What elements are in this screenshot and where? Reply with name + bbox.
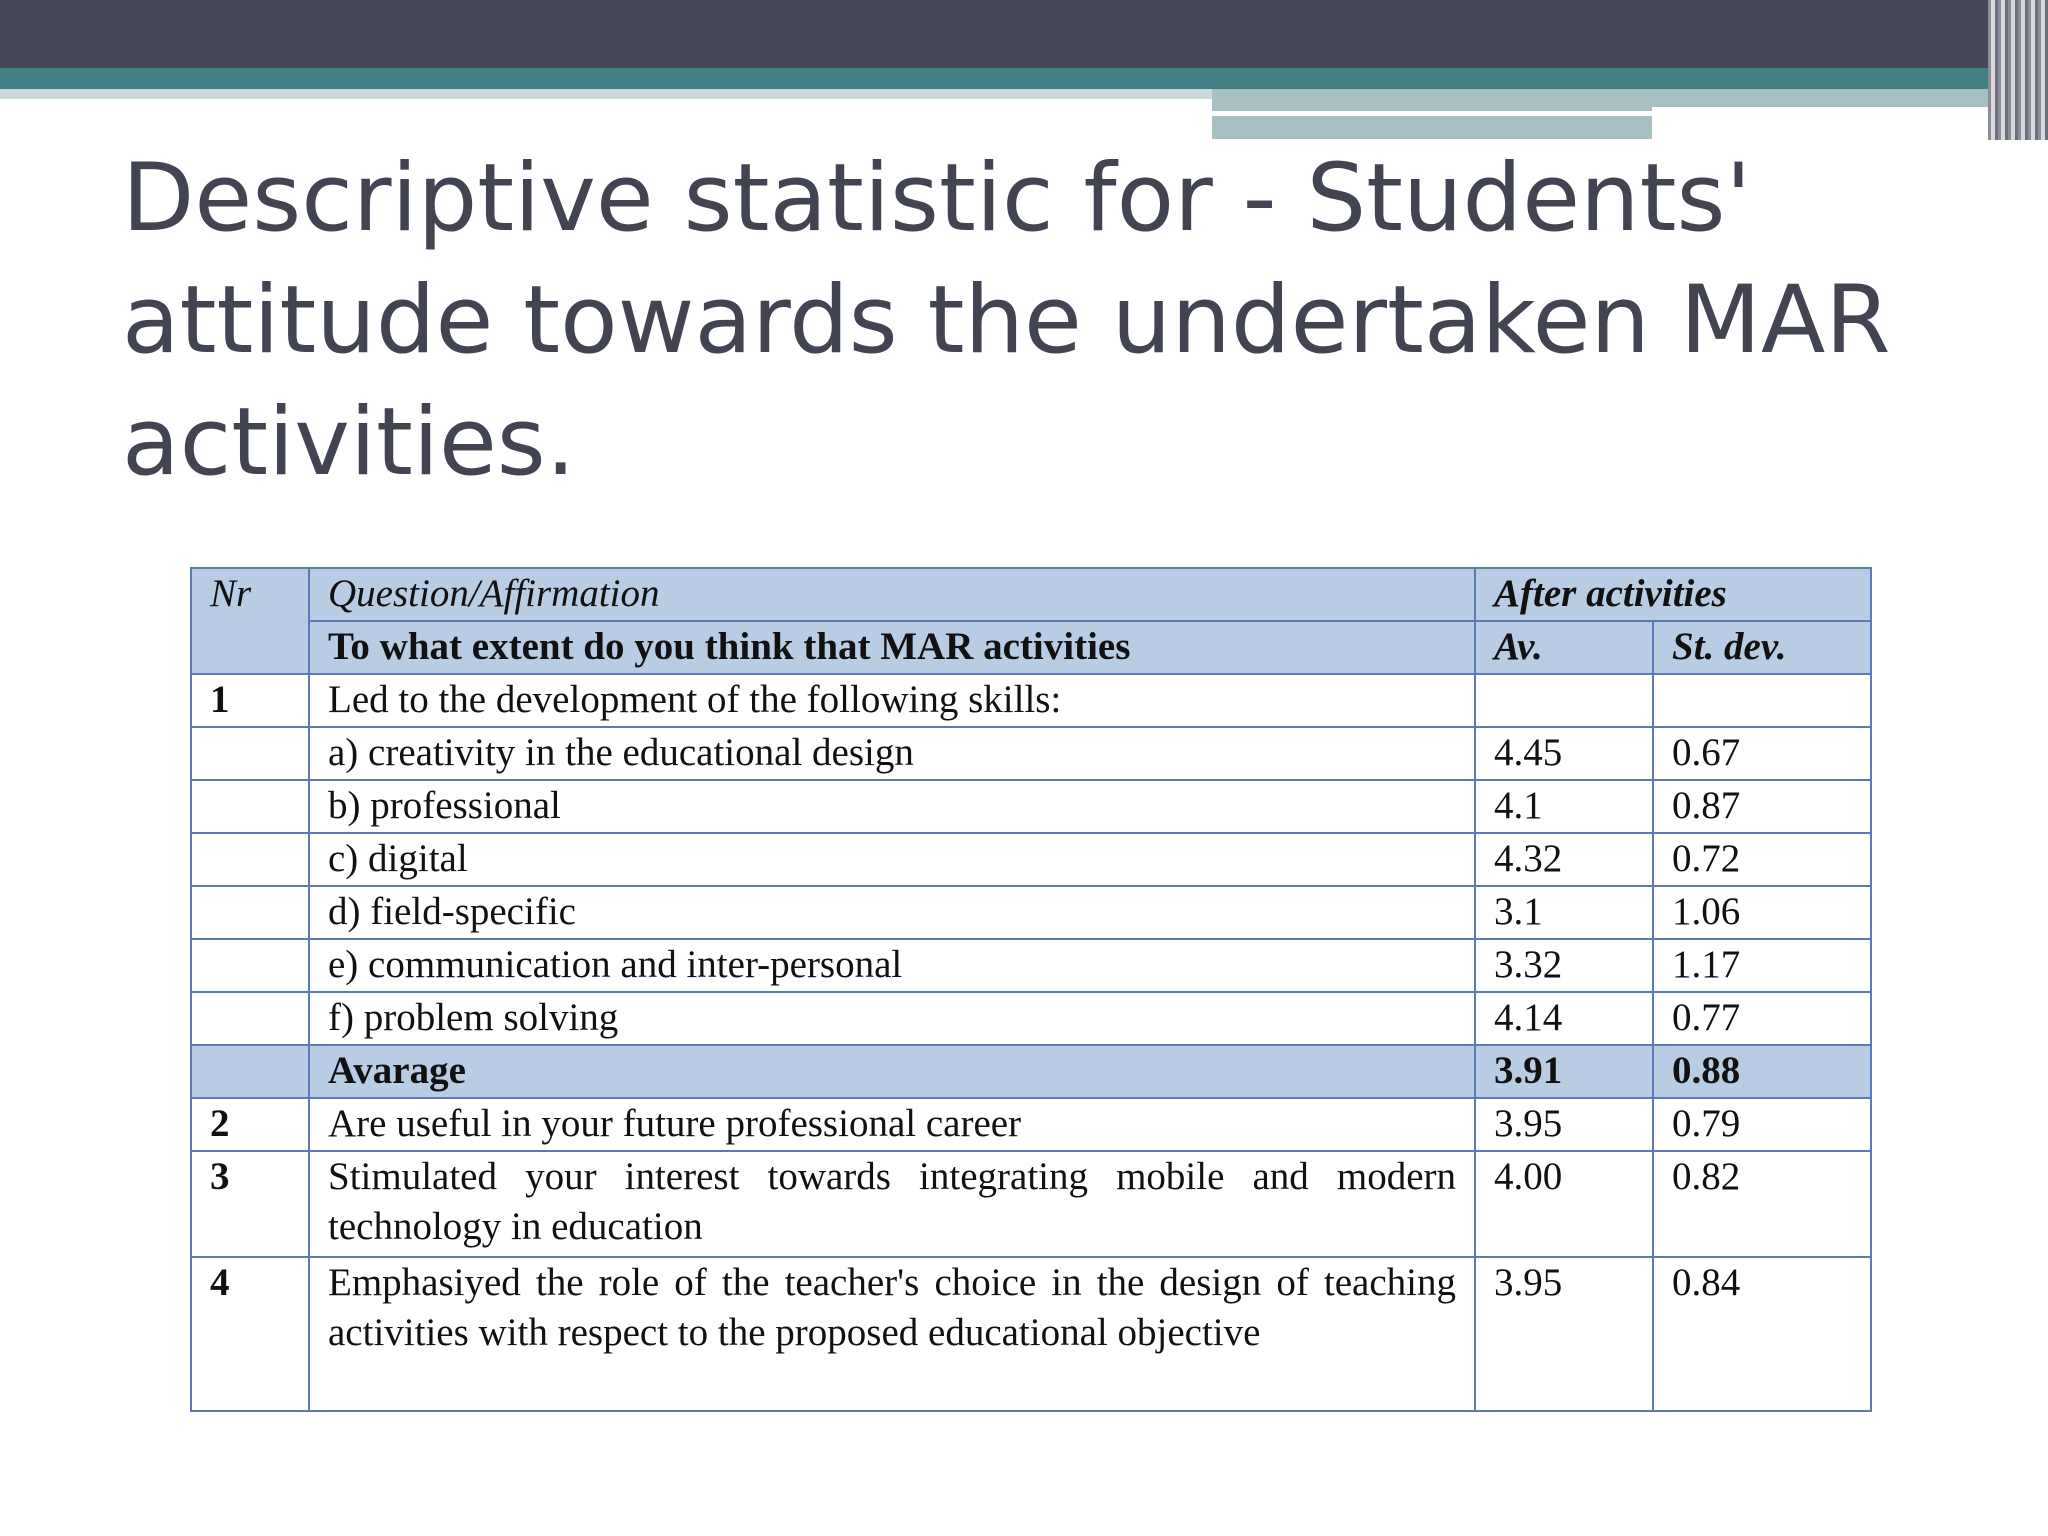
row-sd: 0.84: [1653, 1257, 1871, 1411]
table-row-average: [191, 1045, 1871, 1098]
table-row: [191, 939, 1871, 992]
row-sd: 0.87: [1653, 780, 1871, 833]
row-question: Are useful in your future professional career: [309, 1098, 1475, 1151]
row-question: b) professional: [309, 780, 1475, 833]
header-after-activities: After activities: [1475, 568, 1871, 621]
row-av: 3.95: [1475, 1098, 1653, 1151]
header-question-sub: To what extent do you think that MAR activities: [309, 621, 1475, 674]
row-sd: 0.79: [1653, 1098, 1871, 1151]
row-av: 4.45: [1475, 727, 1653, 780]
table-row: [191, 780, 1871, 833]
row-sd: 1.17: [1653, 939, 1871, 992]
row-sd: 0.82: [1653, 1151, 1871, 1257]
table-row: [191, 1151, 1871, 1257]
top-banner-teal: [0, 68, 2048, 89]
header-av: Av.: [1475, 621, 1653, 674]
row-nr: [191, 780, 309, 833]
row-question: e) communication and inter-personal: [309, 939, 1475, 992]
top-banner-white-line: [1212, 111, 1896, 116]
row-question: Emphasiyed the role of the teacher's choice in the design of teaching activities with respect to the proposed educational objective: [309, 1257, 1475, 1411]
table-row: [191, 1098, 1871, 1151]
row-av: 4.14: [1475, 992, 1653, 1045]
row-av: 4.1: [1475, 780, 1653, 833]
row-av: 3.1: [1475, 886, 1653, 939]
top-banner-light-strip: [0, 89, 1212, 99]
row-av: 4.32: [1475, 833, 1653, 886]
row-question: c) digital: [309, 833, 1475, 886]
row-question: Avarage: [309, 1045, 1475, 1098]
row-sd: 0.72: [1653, 833, 1871, 886]
row-question: f) problem solving: [309, 992, 1475, 1045]
row-nr: [191, 939, 309, 992]
table-header-row-2: [191, 621, 1871, 674]
row-nr: [191, 992, 309, 1045]
header-question: Question/Affirmation: [309, 568, 1475, 621]
row-nr: 3: [191, 1151, 309, 1257]
row-nr: 4: [191, 1257, 309, 1411]
row-sd: [1653, 674, 1871, 727]
table-row: [191, 727, 1871, 780]
row-question: a) creativity in the educational design: [309, 727, 1475, 780]
row-sd: 0.77: [1653, 992, 1871, 1045]
row-av: [1475, 674, 1653, 727]
row-sd: 0.88: [1653, 1045, 1871, 1098]
table-row: [191, 886, 1871, 939]
statistics-table: [190, 567, 1872, 1412]
row-av: 3.32: [1475, 939, 1653, 992]
header-nr: Nr: [191, 568, 309, 674]
slide-title: Descriptive statistic for - Students' attitude towards the undertaken MAR activities.: [122, 144, 1891, 497]
row-nr: [191, 886, 309, 939]
table-row: [191, 1257, 1871, 1411]
header-sd: St. dev.: [1653, 621, 1871, 674]
row-nr: [191, 833, 309, 886]
row-question: Led to the development of the following skills:: [309, 674, 1475, 727]
row-question: Stimulated your interest towards integrating mobile and modern technology in education: [309, 1151, 1475, 1257]
row-av: 3.91: [1475, 1045, 1653, 1098]
top-banner-teal-light: [1212, 89, 2048, 107]
row-av: 4.00: [1475, 1151, 1653, 1257]
table-row: [191, 833, 1871, 886]
row-sd: 0.67: [1653, 727, 1871, 780]
table-header-row-1: [191, 568, 1871, 621]
row-av: 3.95: [1475, 1257, 1653, 1411]
row-nr: 2: [191, 1098, 309, 1151]
row-nr: [191, 1045, 309, 1098]
row-question: d) field-specific: [309, 886, 1475, 939]
row-nr: 1: [191, 674, 309, 727]
table-row: [191, 992, 1871, 1045]
row-sd: 1.06: [1653, 886, 1871, 939]
corner-stripes: [1988, 0, 2048, 140]
table-row: [191, 674, 1871, 727]
top-banner-dark: [0, 0, 2048, 68]
row-nr: [191, 727, 309, 780]
